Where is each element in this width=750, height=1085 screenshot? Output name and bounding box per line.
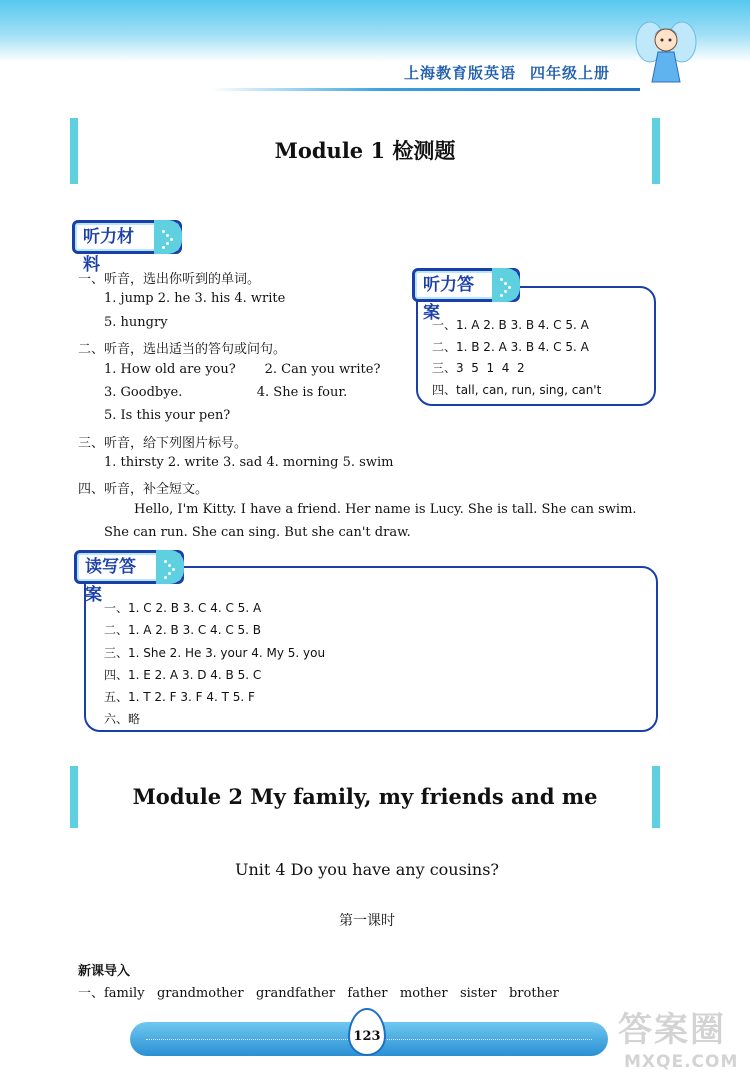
- watermark-logo: [612, 1000, 746, 1080]
- listening-answers-tag: [412, 268, 520, 323]
- reading-answers-tag: [74, 550, 184, 605]
- page-number: 123: [348, 1008, 386, 1056]
- ra-line-3: 三、1. She 2. He 3. your 4. My 5. you: [104, 646, 326, 660]
- la-line-3: 三、3 5 1 4 2: [432, 361, 525, 375]
- ra-line-2: 二、1. A 2. B 3. C 4. C 5. B: [104, 623, 262, 637]
- lm-line-5: 1. How old are you? 2. Can you write?: [104, 362, 381, 377]
- ra-line-6: 六、略: [104, 712, 141, 726]
- watermark-url-text: MXQE.COM: [624, 1052, 739, 1072]
- lm-line-2: 1. jump 2. he 3. his 4. write: [104, 291, 286, 306]
- lm-line-6: 3. Goodbye. 4. She is four.: [104, 385, 348, 400]
- tag-arrow-icon: [492, 268, 520, 302]
- la-line-1: 一、1. A 2. B 3. B 4. C 5. A: [432, 318, 589, 332]
- listening-material-tag: [72, 220, 182, 275]
- reading-answers-label: 读写答案: [85, 557, 136, 605]
- new-lesson-line: 一、family grandmother grandfather father mother sister brother: [78, 986, 559, 1001]
- la-line-2: 二、1. B 2. A 3. B 4. C 5. A: [432, 340, 589, 354]
- new-lesson-heading: 新课导入: [78, 964, 131, 979]
- listening-material-label: 听力材料: [83, 227, 134, 275]
- book-title: [404, 62, 624, 83]
- lm-line-9: 1. thirsty 2. write 3. sad 4. morning 5. swim: [104, 455, 394, 470]
- lesson-title: 第一课时: [339, 913, 395, 929]
- lm-line-12: She can run. She can sing. But she can't draw.: [104, 525, 411, 540]
- unit-title: Unit 4 Do you have any cousins?: [234, 860, 500, 879]
- lm-line-11: Hello, I'm Kitty. I have a friend. Her name is Lucy. She is tall. She can swim.: [134, 502, 637, 517]
- module-2-title: Module 2 My family, my friends and me: [132, 784, 598, 809]
- module-2-banner: [70, 766, 660, 828]
- la-line-4: 四、tall, can, run, sing, can't: [432, 383, 602, 397]
- ra-line-1: 一、1. C 2. B 3. C 4. C 5. A: [104, 601, 262, 615]
- module-1-title: Module 1 检测题: [274, 138, 456, 163]
- header-divider: [210, 88, 640, 91]
- fairy-mascot-icon: [634, 16, 698, 88]
- lm-line-3: 5. hungry: [104, 315, 168, 330]
- module-1-banner: [70, 118, 660, 184]
- ra-line-5: 五、1. T 2. F 3. F 4. T 5. F: [104, 690, 255, 704]
- lm-line-7: 5. Is this your pen?: [104, 408, 231, 423]
- lm-line-1: 一、听音，选出你听到的单词。: [78, 272, 261, 287]
- series-label: 上海教育版英语: [404, 64, 517, 82]
- lm-line-4: 二、听音，选出适当的答句或问句。: [78, 342, 287, 357]
- watermark-big-text: 答案圈: [618, 1010, 726, 1050]
- grade-label: 四年级上册: [530, 64, 611, 82]
- lm-line-8: 三、听音，给下列图片标号。: [78, 436, 248, 451]
- tag-arrow-icon: [156, 550, 184, 584]
- ra-line-4: 四、1. E 2. A 3. D 4. B 5. C: [104, 668, 262, 682]
- tag-arrow-icon: [154, 220, 182, 254]
- listening-answers-label: 听力答案: [423, 275, 474, 323]
- lm-line-10: 四、听音，补全短文。: [78, 482, 209, 497]
